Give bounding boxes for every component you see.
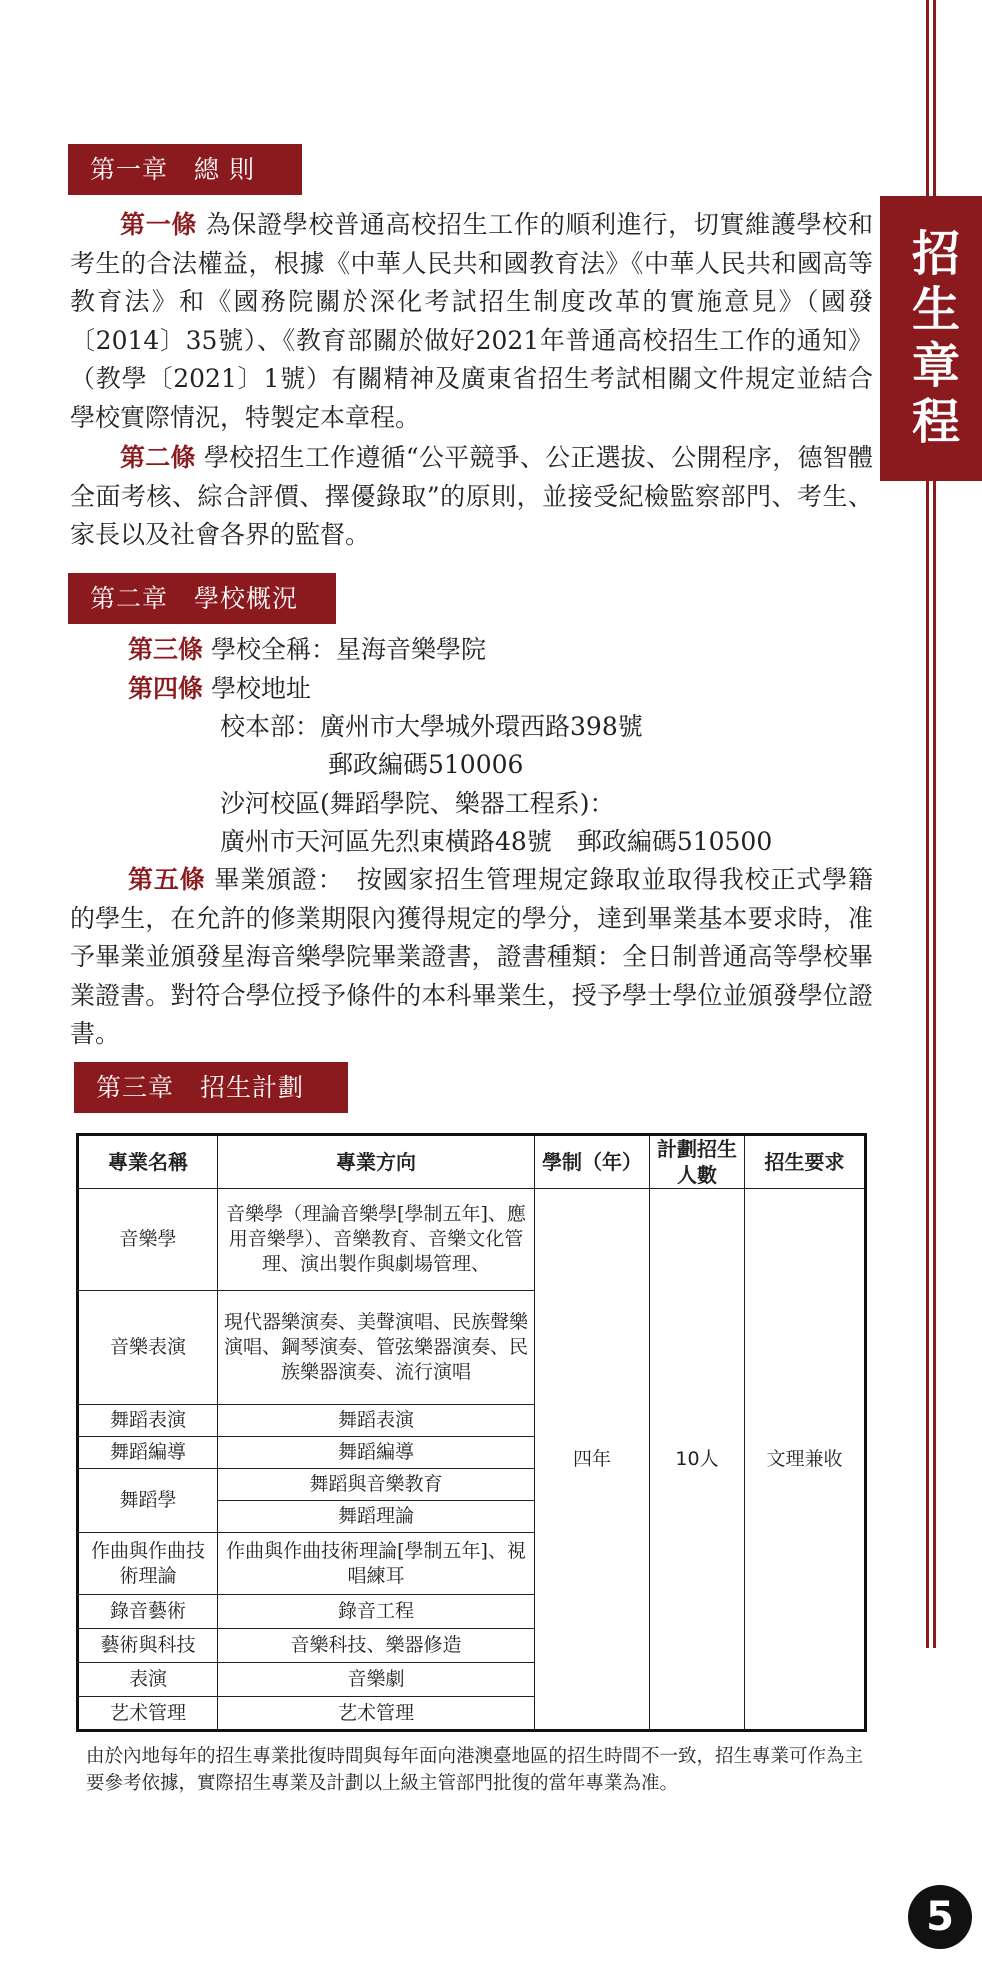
header-major: 專業名稱 — [78, 1135, 218, 1189]
major-cell: 艺术管理 — [78, 1697, 218, 1731]
chapter-1-heading: 第一章 總 則 — [68, 144, 302, 195]
direction-cell: 舞蹈表演 — [218, 1405, 535, 1437]
article-5-label: 第五條 — [128, 865, 206, 894]
article-3 — [128, 631, 486, 669]
table-header-row — [78, 1135, 866, 1189]
table-row — [78, 1189, 866, 1291]
footnote: 由於內地每年的招生專業批復時間與每年面向港澳臺地區的招生時間不一致，招生專業可作為主要參考依據，實際招生專業及計劃以上級主管部門批復的當年專業為准。 — [86, 1746, 864, 1794]
direction-cell: 音樂劇 — [218, 1663, 535, 1697]
header-requirement: 招生要求 — [745, 1135, 866, 1189]
article-2-text: 學校招生工作遵循“公平競爭、公正選拔、公開程序，德智體全面考核、綜合評價、擇優錄取”的原則，並接受紀檢監察部門、考生、家長以及社會各界的監督。 — [70, 443, 873, 549]
main-campus-address: 校本部：廣州市大學城外環西路398號 — [220, 712, 643, 741]
side-tab-label: 招生章程 — [911, 226, 960, 450]
header-duration: 學制（年） — [535, 1135, 650, 1189]
article-4 — [128, 670, 311, 708]
direction-cell: 錄音工程 — [218, 1595, 535, 1629]
enrollment-plan-table — [76, 1133, 867, 1732]
quota-cell: 10人 — [650, 1189, 745, 1731]
requirement-cell: 文理兼收 — [745, 1189, 866, 1731]
major-cell: 舞蹈學 — [78, 1469, 218, 1533]
chapter-2-heading: 第二章 學校概況 — [68, 573, 336, 624]
article-4-label: 第四條 — [128, 674, 204, 703]
major-cell: 作曲與作曲技術理論 — [78, 1533, 218, 1595]
major-cell: 音樂表演 — [78, 1291, 218, 1405]
article-3-label: 第三條 — [128, 635, 204, 664]
article-1-label: 第一條 — [120, 210, 198, 239]
shahe-campus-address: 廣州市天河區先烈東橫路48號 郵政編碼510500 — [220, 827, 773, 856]
article-3-text: 學校全稱：星海音樂學院 — [210, 635, 486, 664]
direction-cell: 舞蹈理論 — [218, 1501, 535, 1533]
direction-cell: 現代器樂演奏、美聲演唱、民族聲樂演唱、鋼琴演奏、管弦樂器演奏、民族樂器演奏、流行演唱 — [218, 1291, 535, 1405]
article-1 — [70, 206, 873, 437]
major-cell: 藝術與科技 — [78, 1629, 218, 1663]
duration-cell: 四年 — [535, 1189, 650, 1731]
header-direction: 專業方向 — [218, 1135, 535, 1189]
article-5 — [70, 861, 873, 1054]
direction-cell: 作曲與作曲技術理論[學制五年]、視唱練耳 — [218, 1533, 535, 1595]
shahe-campus-label: 沙河校區(舞蹈學院、樂器工程系)： — [220, 789, 615, 818]
major-cell: 音樂學 — [78, 1189, 218, 1291]
major-cell: 錄音藝術 — [78, 1595, 218, 1629]
direction-cell: 舞蹈與音樂教育 — [218, 1469, 535, 1501]
article-5-text: 畢業頒證： 按國家招生管理規定錄取並取得我校正式學籍的學生，在允許的修業期限內獲得規定的學分，達到畢業基本要求時，准予畢業並頒發星海音樂學院畢業證書，證書種類：全日制普通高等學校畢業證書。對符合學位授予條件的本科畢業生，授予學士學位並頒發學位證書。 — [70, 865, 873, 1048]
direction-cell: 艺术管理 — [218, 1697, 535, 1731]
direction-cell: 舞蹈編導 — [218, 1437, 535, 1469]
header-quota: 計劃招生人數 — [650, 1135, 745, 1189]
main-campus-postcode: 郵政編碼510006 — [328, 750, 524, 779]
major-cell: 舞蹈編導 — [78, 1437, 218, 1469]
direction-cell: 音樂學（理論音樂學[學制五年]、應用音樂學）、音樂教育、音樂文化管理、演出製作與劇場管理、 — [218, 1189, 535, 1291]
major-cell: 表演 — [78, 1663, 218, 1697]
direction-cell: 音樂科技、樂器修造 — [218, 1629, 535, 1663]
article-4-text: 學校地址 — [210, 674, 311, 703]
chapter-3-heading: 第三章 招生計劃 — [74, 1062, 348, 1113]
article-1-text: 為保證學校普通高校招生工作的順利進行，切實維護學校和考生的合法權益，根據《中華人民共和國教育法》《中華人民共和國高等教育法》和《國務院關於深化考試招生制度改革的實施意見》（國發〔2014〕35號）、《教育部關於做好2021年普通高校招生工作的通知》（教學〔2021〕1號）有關精神及廣東省招生考試相關文件規定並結合學校實際情況，特製定本章程。 — [70, 210, 873, 432]
major-cell: 舞蹈表演 — [78, 1405, 218, 1437]
page-number-badge: 5 — [908, 1885, 972, 1949]
side-tab — [880, 196, 982, 481]
article-2 — [70, 439, 873, 555]
article-2-label: 第二條 — [120, 443, 196, 472]
